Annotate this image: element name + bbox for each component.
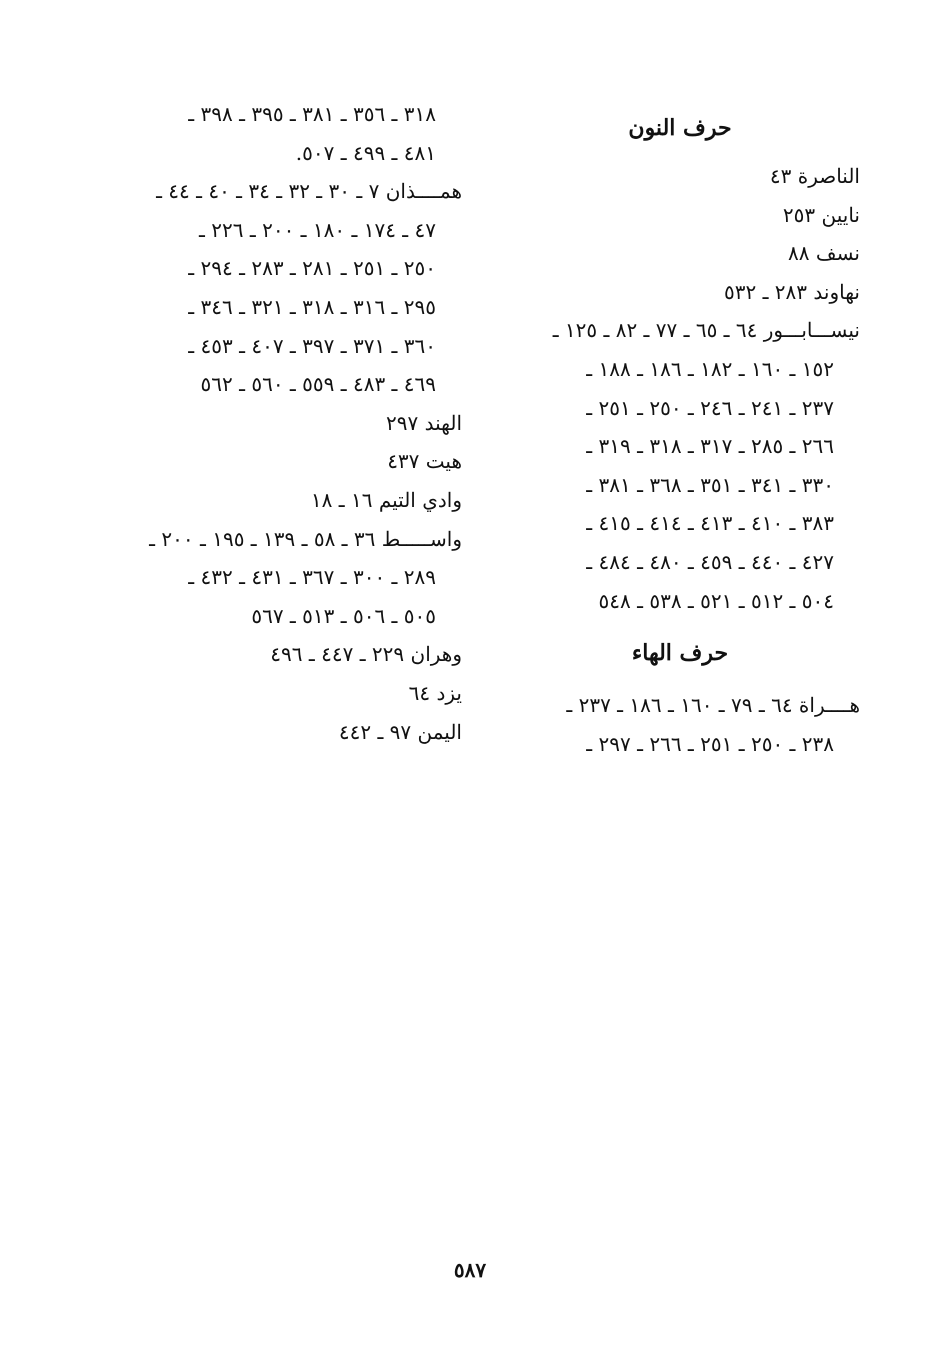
index-entry: يزد ٦٤ — [408, 680, 462, 705]
index-entry: واســـــط ٣٦ ـ ٥٨ ـ ١٣٩ ـ ١٩٥ ـ ٢٠٠ ـ — [149, 526, 462, 551]
index-entry: هيت ٤٣٧ — [387, 449, 462, 474]
index-entry-continuation: ٣٣٠ ـ ٣٤١ ـ ٣٥١ ـ ٣٦٨ ـ ٣٨١ ـ — [586, 472, 834, 497]
index-entry: الناصرة ٤٣ — [769, 164, 860, 188]
index-entry-continuation: ٢٣٨ ـ ٢٥٠ ـ ٢٥١ ـ ٢٦٦ ـ ٢٩٧ ـ — [586, 731, 834, 756]
index-entry-continuation: ١٥٢ ـ ١٦٠ ـ ١٨٢ ـ ١٨٦ ـ ١٨٨ ـ — [586, 356, 834, 381]
index-entry: وادي التيم ١٦ ـ ١٨ — [310, 487, 462, 512]
section-heading-nun: حرف النون — [628, 115, 732, 141]
page-number: ٥٨٧ — [453, 1258, 487, 1282]
index-entry: نيســـابـــور ٦٤ ـ ٦٥ ـ ٧٧ ـ ٨٢ ـ ١٢٥ ـ — [552, 318, 860, 343]
index-entry-continuation: ٣١٨ ـ ٣٥٦ ـ ٣٨١ ـ ٣٩٥ ـ ٣٩٨ ـ — [188, 102, 436, 126]
index-entry: الهند ٢٩٧ — [386, 410, 462, 435]
index-entry: نهاوند ٢٨٣ ـ ٥٣٢ — [723, 279, 860, 304]
index-entry-continuation: ٤٨١ ـ ٤٩٩ ـ ٥٠٧. — [295, 140, 436, 165]
section-heading-ha: حرف الهاء — [631, 640, 729, 667]
index-entry: همــــذان ٧ ـ ٣٠ ـ ٣٢ ـ ٣٤ ـ ٤٠ ـ ٤٤ ـ — [156, 179, 462, 204]
index-entry-continuation: ٣٨٣ ـ ٤١٠ ـ ٤١٣ ـ ٤١٤ ـ ٤١٥ ـ — [586, 511, 834, 536]
index-entry-continuation: ٢٨٩ ـ ٣٠٠ ـ ٣٦٧ ـ ٤٣١ ـ ٤٣٢ ـ — [188, 565, 436, 590]
index-entry-continuation: ٤٧ ـ ١٧٤ ـ ١٨٠ ـ ٢٠٠ ـ ٢٢٦ ـ — [199, 217, 436, 242]
index-entry-continuation: ٢٦٦ ـ ٢٨٥ ـ ٣١٧ ـ ٣١٨ ـ ٣١٩ ـ — [586, 434, 834, 459]
index-entry-continuation: ٢٣٧ ـ ٢٤١ ـ ٢٤٦ ـ ٢٥٠ ـ ٢٥١ ـ — [586, 395, 834, 420]
index-column-left — [102, 95, 462, 751]
index-entry-continuation: ٥٠٤ ـ ٥١٢ ـ ٥٢١ ـ ٥٣٨ ـ ٥٤٨ — [598, 588, 834, 613]
index-entry-continuation: ٥٠٥ ـ ٥٠٦ ـ ٥١٣ ـ ٥٦٧ — [251, 603, 436, 628]
index-entry: هــــراة ٦٤ ـ ٧٩ ـ ١٦٠ ـ ١٨٦ ـ ٢٣٧ ـ — [566, 693, 860, 718]
index-entry: نسف ٨٨ — [788, 241, 860, 266]
index-entry-continuation: ٢٩٥ ـ ٣١٦ ـ ٣١٨ ـ ٣٢١ ـ ٣٤٦ ـ — [188, 294, 436, 319]
index-entry-continuation: ٤٢٧ ـ ٤٤٠ ـ ٤٥٩ ـ ٤٨٠ ـ ٤٨٤ ـ — [586, 549, 834, 574]
index-entry: وهران ٢٢٩ ـ ٤٤٧ ـ ٤٩٦ — [270, 642, 462, 667]
index-entry-continuation: ٤٦٩ ـ ٤٨٣ ـ ٥٥٩ ـ ٥٦٠ ـ ٥٦٢ — [200, 372, 436, 397]
index-entry-continuation: ٢٥٠ ـ ٢٥١ ـ ٢٨١ ـ ٢٨٣ ـ ٢٩٤ ـ — [188, 256, 436, 281]
index-entry: نايين ٢٥٣ — [782, 202, 860, 227]
index-entry: اليمن ٩٧ ـ ٤٤٢ — [338, 719, 462, 744]
index-entry-continuation: ٣٦٠ ـ ٣٧١ ـ ٣٩٧ ـ ٤٠٧ ـ ٤٥٣ ـ — [188, 333, 436, 358]
index-column-right — [500, 95, 860, 763]
